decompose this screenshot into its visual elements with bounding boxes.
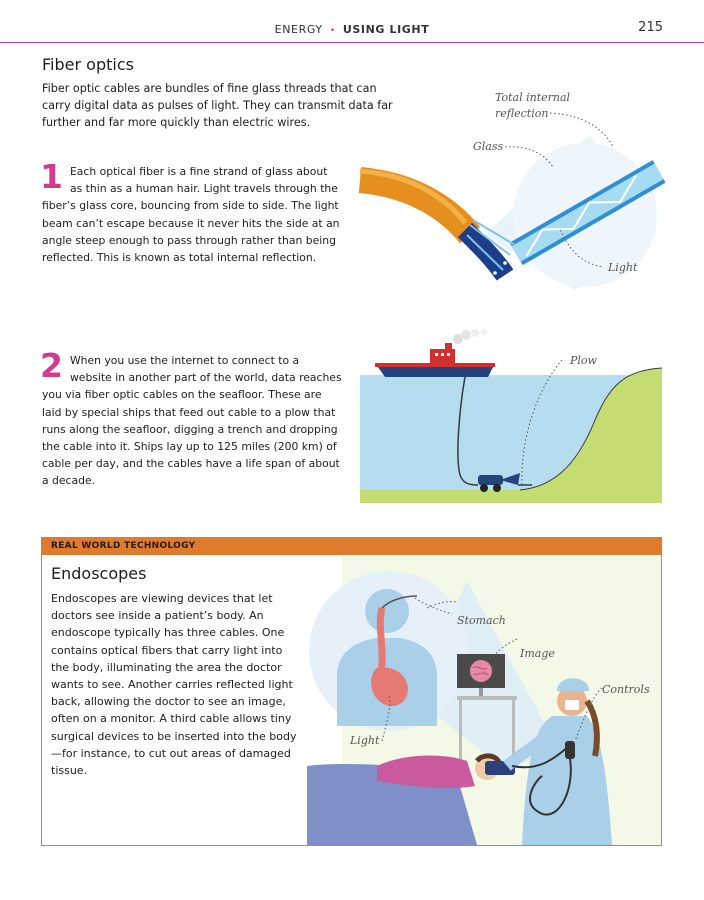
- section-name: ENERGY: [274, 23, 323, 36]
- label-glass: Glass: [473, 140, 504, 153]
- cable-ship: [375, 343, 495, 377]
- step-2-number: 2: [40, 346, 63, 385]
- page-header: [0, 0, 704, 44]
- step-2: [40, 346, 342, 490]
- esophagus: [380, 608, 382, 671]
- page-number: 215: [638, 20, 663, 35]
- banner-label: REAL WORLD TECHNOLOGY: [51, 541, 196, 551]
- running-head: [0, 23, 704, 36]
- topic-name: USING LIGHT: [342, 23, 430, 36]
- step-1-text: Each optical fiber is a fine strand of glass about as thin as a human hair. Light travels through the fiber’s glass core, bouncing from side to side. The light beam can’t escape because it never hits the side at an angle steep enough to pass through rather than being reflected. This is known as total internal reflection.: [42, 165, 340, 265]
- label-total-internal-line1: Total internal: [495, 91, 571, 104]
- label-controls: Controls: [602, 683, 650, 696]
- label-plow: Plow: [570, 354, 597, 367]
- label-total-internal-line2: reflection: [495, 107, 549, 120]
- label-stomach: Stomach: [457, 614, 506, 627]
- label-image: Image: [520, 647, 555, 660]
- endoscope-controls: [565, 741, 575, 759]
- header-rule: [0, 42, 704, 43]
- cable-laying-illustration: [360, 325, 665, 505]
- label-light: Light: [608, 261, 638, 274]
- endoscopes-paragraph: Endoscopes are viewing devices that let doctors see inside a patient’s body. An endoscope typically has three cables. One contains optical fibers that carry light into the body, illuminating the area the doctor wants to see. Another carries reflected light back, allowing the doctor to see an image, often on a monitor. A third cable allows tiny surgical devices to be inserted into the body—for instance, to cut out areas of damaged tissue.: [51, 592, 297, 778]
- step-2-text: When you use the internet to connect to a website in another part of the world, data reaches you via fiber optic cables on the seafloor. These are laid by special ships that feed out cable to a plow that runs along the seafloor, digging a trench and dropping the cable into it. Ships lay up to 125 miles (200 km) of cable per day, and the cables have a life span of about a decade.: [42, 354, 342, 488]
- endoscopes-title: Endoscopes: [51, 564, 147, 583]
- step-1-number: 1: [40, 157, 63, 196]
- section-title: Fiber optics: [42, 55, 134, 74]
- real-world-banner: [42, 538, 661, 555]
- step-1: [40, 157, 342, 266]
- ship-smoke: [453, 329, 488, 345]
- separator-dot: •: [329, 26, 336, 36]
- intro-paragraph: Fiber optic cables are bundles of fine glass threads that can carry digital data as pulses of light. They can transmit data far further and far more quickly than electric wires.: [42, 82, 393, 129]
- fiber-optic-illustration: [355, 85, 665, 295]
- monitor-image: [470, 660, 492, 682]
- endoscope-illustration: [307, 556, 661, 845]
- real-world-technology-box: [41, 537, 662, 846]
- label-light-endoscope: Light: [350, 734, 380, 747]
